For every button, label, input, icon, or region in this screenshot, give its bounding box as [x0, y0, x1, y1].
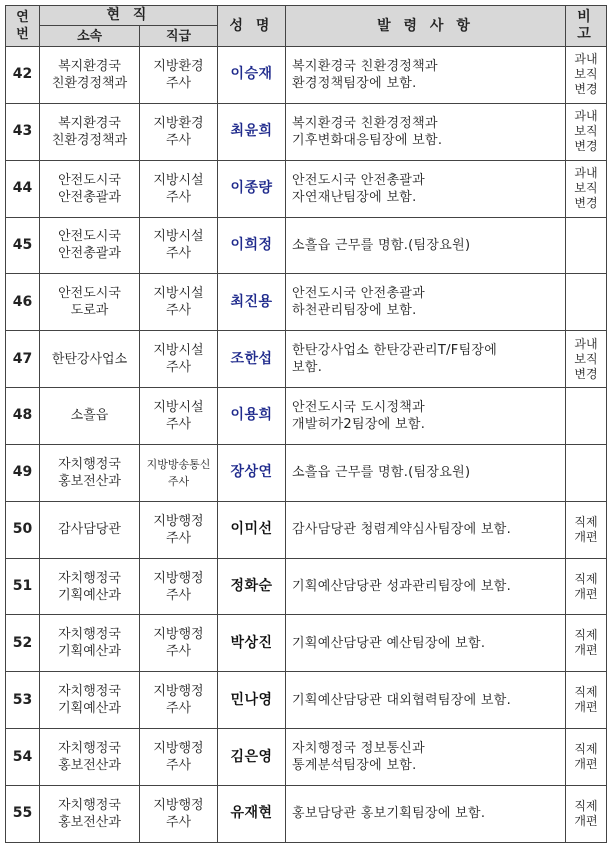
- table-row: [6, 47, 607, 104]
- grade-line-2: 주사: [165, 758, 192, 774]
- grade-line-2: 주사: [165, 701, 192, 717]
- row-note: [566, 672, 607, 729]
- note-line-1: 직제: [574, 571, 598, 586]
- row-grade: [140, 444, 218, 501]
- row-affiliation: [40, 388, 140, 445]
- row-order: [286, 217, 566, 274]
- row-order: [286, 388, 566, 445]
- row-grade: [140, 160, 218, 217]
- affiliation-line-2: 친환경정책과: [51, 75, 128, 91]
- row-order: [286, 103, 566, 160]
- note-line-1: 직제: [574, 685, 598, 700]
- row-name: 이미선: [218, 501, 286, 558]
- row-note: [566, 217, 607, 274]
- row-grade: [140, 729, 218, 786]
- grade-line-2: 주사: [165, 587, 192, 603]
- row-name: 이종량: [218, 160, 286, 217]
- row-order: [286, 501, 566, 558]
- affiliation-line-1: 자치행정국: [58, 741, 121, 757]
- col-header-grade: 직급: [140, 26, 218, 47]
- row-order: [286, 615, 566, 672]
- table-row: [6, 103, 607, 160]
- grade-line-2: 주사: [165, 246, 192, 262]
- affiliation-line-2: 기획예산과: [58, 701, 121, 717]
- grade-line-1: 지방시설: [153, 399, 204, 415]
- col-header-number-top: 연: [16, 10, 29, 25]
- row-number: 45: [6, 217, 40, 274]
- row-affiliation: [40, 47, 140, 104]
- affiliation-line-1: 복지환경국: [58, 58, 121, 74]
- col-header-name: 성 명: [218, 6, 286, 47]
- row-affiliation: [40, 331, 140, 388]
- order-line-1: 기획예산담당관 대외협력팀장에 보함.: [292, 692, 512, 708]
- row-affiliation: [40, 672, 140, 729]
- note-line-1: 직제: [574, 742, 598, 757]
- grade-line-1: 지방행정: [153, 627, 204, 643]
- table-row: [6, 217, 607, 274]
- grade-line-2: 주사: [165, 75, 192, 91]
- note-line-1: 과내: [574, 166, 598, 181]
- row-number: 52: [6, 615, 40, 672]
- col-header-number: [6, 6, 40, 47]
- affiliation-line-1: 안전도시국: [58, 229, 121, 245]
- order-line-1: 기획예산담당관 예산팀장에 보함.: [292, 635, 486, 651]
- grade-line-2: 주사: [167, 474, 190, 488]
- affiliation-line-2: 홍보전산과: [58, 814, 121, 830]
- row-order: [286, 672, 566, 729]
- row-name: 박상진: [218, 615, 286, 672]
- affiliation-line-1: 자치행정국: [58, 797, 121, 813]
- row-grade: [140, 501, 218, 558]
- row-name: 정화순: [218, 558, 286, 615]
- table-row: [6, 274, 607, 331]
- note-line-2: 보직: [574, 181, 598, 196]
- note-line-2: 개편: [574, 643, 598, 658]
- note-line-2: 보직: [574, 351, 598, 366]
- order-line-2: 환경정책팀장에 보함.: [292, 75, 417, 91]
- row-note: [566, 160, 607, 217]
- row-affiliation: [40, 274, 140, 331]
- table-row: [6, 388, 607, 445]
- order-line-2: 보함.: [292, 360, 323, 376]
- row-note: [566, 615, 607, 672]
- row-number: 49: [6, 444, 40, 501]
- table-row: [6, 729, 607, 786]
- affiliation-line-1: 안전도시국: [58, 172, 121, 188]
- table-row: [6, 615, 607, 672]
- row-name: 최윤희: [218, 103, 286, 160]
- affiliation-line-1: 자치행정국: [58, 570, 121, 586]
- row-number: 50: [6, 501, 40, 558]
- col-header-number-bottom: 번: [16, 27, 29, 42]
- note-line-2: 보직: [574, 67, 598, 82]
- grade-line-2: 주사: [165, 189, 192, 205]
- row-order: [286, 785, 566, 842]
- row-affiliation: [40, 785, 140, 842]
- note-line-1: 직제: [574, 798, 598, 813]
- row-name: 이승재: [218, 47, 286, 104]
- grade-line-2: 주사: [165, 132, 192, 148]
- note-line-1: 과내: [574, 109, 598, 124]
- row-number: 43: [6, 103, 40, 160]
- row-name: 이희정: [218, 217, 286, 274]
- order-line-1: 복지환경국 친환경정책과: [292, 115, 438, 131]
- order-line-1: 복지환경국 친환경정책과: [292, 58, 438, 74]
- note-line-3: 변경: [574, 139, 598, 154]
- row-grade: [140, 331, 218, 388]
- table-row: [6, 785, 607, 842]
- grade-line-1: 지방환경: [153, 115, 204, 131]
- order-line-1: 소흘읍 근무를 명함.(팀장요원): [292, 237, 471, 253]
- row-affiliation: [40, 444, 140, 501]
- order-line-1: 자치행정국 정보통신과: [292, 741, 426, 757]
- grade-line-1: 지방시설: [153, 343, 204, 359]
- row-note: [566, 444, 607, 501]
- note-line-2: 개편: [574, 529, 598, 544]
- order-line-2: 하천관리팀장에 보함.: [292, 303, 417, 319]
- note-line-1: 직제: [574, 628, 598, 643]
- grade-line-1: 지방환경: [153, 58, 204, 74]
- grade-line-2: 주사: [165, 360, 192, 376]
- table-row: [6, 501, 607, 558]
- order-line-2: 자연재난팀장에 보함.: [292, 189, 417, 205]
- row-number: 46: [6, 274, 40, 331]
- note-line-1: 직제: [574, 514, 598, 529]
- row-note: [566, 785, 607, 842]
- table-row: [6, 331, 607, 388]
- row-number: 47: [6, 331, 40, 388]
- affiliation-line-1: 소흘읍: [70, 408, 109, 424]
- row-note: [566, 501, 607, 558]
- row-grade: [140, 672, 218, 729]
- row-affiliation: [40, 103, 140, 160]
- row-grade: [140, 103, 218, 160]
- affiliation-line-2: 기획예산과: [58, 644, 121, 660]
- row-grade: [140, 274, 218, 331]
- row-order: [286, 160, 566, 217]
- row-affiliation: [40, 558, 140, 615]
- grade-line-2: 주사: [165, 530, 192, 546]
- note-line-2: 보직: [574, 124, 598, 139]
- order-line-1: 안전도시국 도시정책과: [292, 399, 426, 415]
- col-header-note: 비 고: [566, 6, 607, 47]
- row-affiliation: [40, 501, 140, 558]
- grade-line-1: 지방방송통신: [146, 457, 211, 471]
- order-line-1: 안전도시국 안전총괄과: [292, 172, 426, 188]
- row-note: [566, 388, 607, 445]
- note-line-2: 개편: [574, 700, 598, 715]
- order-line-1: 감사담당관 청렴계약심사팀장에 보함.: [292, 522, 512, 538]
- grade-line-2: 주사: [165, 303, 192, 319]
- affiliation-line-2: 홍보전산과: [58, 473, 121, 489]
- row-note: [566, 729, 607, 786]
- order-line-1: 소흘읍 근무를 명함.(팀장요원): [292, 465, 471, 481]
- note-line-3: 변경: [574, 366, 598, 381]
- note-line-2: 개편: [574, 813, 598, 828]
- note-line-2: 개편: [574, 586, 598, 601]
- table-row: [6, 444, 607, 501]
- row-grade: [140, 558, 218, 615]
- grade-line-1: 지방시설: [153, 229, 204, 245]
- row-grade: [140, 388, 218, 445]
- row-grade: [140, 615, 218, 672]
- row-order: [286, 331, 566, 388]
- row-affiliation: [40, 217, 140, 274]
- personnel-order-table: [5, 5, 607, 843]
- col-header-current-post: 현 직: [40, 6, 218, 26]
- affiliation-line-2: 기획예산과: [58, 587, 121, 603]
- affiliation-line-1: 자치행정국: [58, 456, 121, 472]
- row-number: 51: [6, 558, 40, 615]
- row-number: 53: [6, 672, 40, 729]
- affiliation-line-1: 자치행정국: [58, 684, 121, 700]
- row-order: [286, 558, 566, 615]
- note-line-1: 과내: [574, 336, 598, 351]
- row-note: [566, 558, 607, 615]
- affiliation-line-2: 도로과: [70, 303, 109, 319]
- note-line-3: 변경: [574, 82, 598, 97]
- order-line-2: 개발허가2팀장에 보함.: [292, 416, 426, 432]
- row-affiliation: [40, 615, 140, 672]
- col-header-affiliation: 소속: [40, 26, 140, 47]
- table-row: [6, 558, 607, 615]
- order-line-1: 한탄강사업소 한탄강관리T/F팀장에: [292, 343, 498, 359]
- grade-line-2: 주사: [165, 644, 192, 660]
- row-name: 유재현: [218, 785, 286, 842]
- grade-line-1: 지방행정: [153, 741, 204, 757]
- row-affiliation: [40, 729, 140, 786]
- row-number: 44: [6, 160, 40, 217]
- row-number: 42: [6, 47, 40, 104]
- col-header-order: 발 령 사 항: [286, 6, 566, 47]
- row-grade: [140, 785, 218, 842]
- affiliation-line-1: 복지환경국: [58, 115, 121, 131]
- order-line-1: 홍보담당관 홍보기획팀장에 보함.: [292, 806, 486, 822]
- affiliation-line-2: 안전총괄과: [58, 246, 121, 262]
- order-line-1: 기획예산담당관 성과관리팀장에 보함.: [292, 579, 512, 595]
- table-row: [6, 160, 607, 217]
- row-number: 55: [6, 785, 40, 842]
- row-name: 장상연: [218, 444, 286, 501]
- order-line-2: 기후변화대응팀장에 보함.: [292, 132, 443, 148]
- grade-line-1: 지방시설: [153, 286, 204, 302]
- row-grade: [140, 217, 218, 274]
- row-number: 54: [6, 729, 40, 786]
- affiliation-line-2: 안전총괄과: [58, 189, 121, 205]
- grade-line-2: 주사: [165, 814, 192, 830]
- affiliation-line-1: 자치행정국: [58, 627, 121, 643]
- row-order: [286, 729, 566, 786]
- row-order: [286, 274, 566, 331]
- affiliation-line-2: 친환경정책과: [51, 132, 128, 148]
- row-note: [566, 47, 607, 104]
- row-order: [286, 47, 566, 104]
- grade-line-1: 지방행정: [153, 513, 204, 529]
- row-name: 최진용: [218, 274, 286, 331]
- grade-line-1: 지방행정: [153, 797, 204, 813]
- row-name: 김은영: [218, 729, 286, 786]
- row-grade: [140, 47, 218, 104]
- row-number: 48: [6, 388, 40, 445]
- grade-line-1: 지방시설: [153, 172, 204, 188]
- row-note: [566, 103, 607, 160]
- grade-line-2: 주사: [165, 416, 192, 432]
- order-line-2: 통계분석팀장에 보함.: [292, 758, 417, 774]
- row-name: 조한섭: [218, 331, 286, 388]
- row-name: 이용희: [218, 388, 286, 445]
- order-line-1: 안전도시국 안전총괄과: [292, 286, 426, 302]
- grade-line-1: 지방행정: [153, 570, 204, 586]
- note-line-1: 과내: [574, 52, 598, 67]
- row-name: 민나영: [218, 672, 286, 729]
- row-order: [286, 444, 566, 501]
- note-line-3: 변경: [574, 196, 598, 211]
- row-note: [566, 331, 607, 388]
- row-note: [566, 274, 607, 331]
- affiliation-line-1: 한탄강사업소: [51, 351, 128, 367]
- affiliation-line-1: 감사담당관: [58, 522, 121, 538]
- note-line-2: 개편: [574, 757, 598, 772]
- grade-line-1: 지방행정: [153, 684, 204, 700]
- affiliation-line-1: 안전도시국: [58, 286, 121, 302]
- row-affiliation: [40, 160, 140, 217]
- table-row: [6, 672, 607, 729]
- affiliation-line-2: 홍보전산과: [58, 758, 121, 774]
